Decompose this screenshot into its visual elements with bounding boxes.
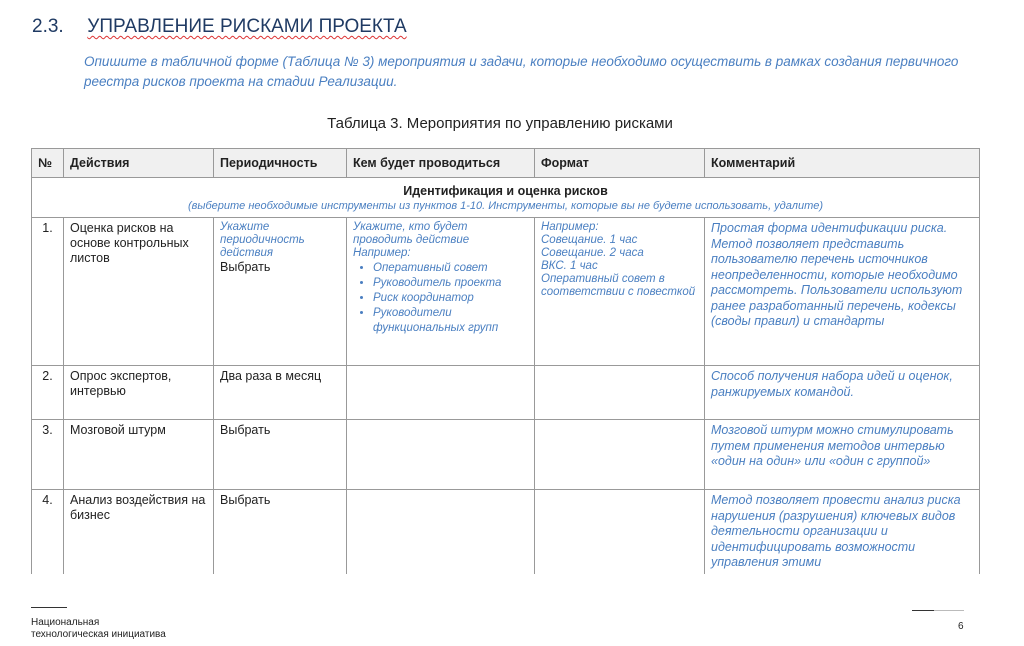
section-row-cell xyxy=(32,178,980,218)
footer-divider-right-light xyxy=(934,610,964,611)
section-title: УПРАВЛЕНИЕ РИСКАМИ ПРОЕКТА xyxy=(87,16,407,37)
footer-org xyxy=(31,617,166,641)
format-line: Например: xyxy=(541,221,599,233)
footer-org-line2: технологическая инициатива xyxy=(31,629,166,640)
row-format-cell[interactable] xyxy=(535,490,705,574)
row-who-example: Например: xyxy=(353,247,411,259)
list-item: • Риск координатор xyxy=(373,291,528,306)
footer-org-line1: Национальная xyxy=(31,617,100,628)
list-item: • Оперативный совет xyxy=(373,261,528,276)
table-row xyxy=(32,218,980,366)
instruction-text: Опишите в табличной форме (Таблица № 3) мероприятия и задачи, которые необходимо осуществить в рамках создания первичного реестра рисков проекта на стадии Реализации. xyxy=(84,54,959,89)
row-num: 1. xyxy=(32,218,64,366)
row-format-cell[interactable] xyxy=(535,420,705,490)
row-num: 4. xyxy=(32,490,64,574)
header-num: № xyxy=(32,149,64,178)
row-action[interactable]: Анализ воздействия на бизнес xyxy=(64,490,214,574)
header-actions: Действия xyxy=(64,149,214,178)
row-who-cell[interactable] xyxy=(347,420,535,490)
format-line: Оперативный совет в соответствии с повесткой xyxy=(541,273,696,298)
section-row xyxy=(32,178,980,218)
row-format-cell[interactable] xyxy=(535,366,705,420)
row-format-cell xyxy=(535,218,705,366)
format-line: Совещание. 2 часа xyxy=(541,247,644,259)
footer-divider xyxy=(31,607,67,608)
section-row-subtitle: (выберите необходимые инструменты из пунктов 1-10. Инструменты, которые вы не будете использовать, удалите) xyxy=(187,200,824,212)
row-period-hint: Укажите периодичность действия xyxy=(220,221,305,259)
list-item: • Руководители функциональных групп xyxy=(373,306,528,336)
risk-table xyxy=(31,148,980,574)
row-action[interactable]: Мозговой штурм xyxy=(64,420,214,490)
list-item: • Руководитель проекта xyxy=(373,276,528,291)
row-who-cell xyxy=(347,218,535,366)
section-row-title: Идентификация и оценка рисков xyxy=(403,184,608,198)
header-comment: Комментарий xyxy=(705,149,980,178)
format-line: ВКС. 1 час xyxy=(541,260,598,272)
row-num: 2. xyxy=(32,366,64,420)
page-number: 6 xyxy=(958,621,964,632)
row-who-hint: Укажите, кто будет проводить действие xyxy=(353,221,470,246)
row-period-select[interactable]: Выбрать xyxy=(214,490,347,574)
table-row xyxy=(32,490,980,574)
row-who-list xyxy=(353,261,528,336)
section-heading xyxy=(32,16,407,38)
row-period-select[interactable]: Два раза в месяц xyxy=(214,366,347,420)
row-comment[interactable]: Простая форма идентификации риска. Метод позволяет представить пользователю перечень источников неопределенности, которые необходимо рассмотреть. Пользователи используют ранее разработанный перечень, кодексы (своды правил) и стандарты xyxy=(705,218,980,366)
format-line: Совещание. 1 час xyxy=(541,234,638,246)
row-action[interactable]: Опрос экспертов, интервью xyxy=(64,366,214,420)
row-comment[interactable]: Метод позволяет провести анализ риска нарушения (разрушения) ключевых видов деятельности организации и идентифицировать возможности управления этими xyxy=(705,490,980,574)
table-header-row xyxy=(32,149,980,178)
row-who-cell[interactable] xyxy=(347,490,535,574)
row-comment[interactable]: Способ получения набора идей и оценок, ранжируемых командой. xyxy=(705,366,980,420)
table-row xyxy=(32,420,980,490)
section-number: 2.3. xyxy=(32,16,64,37)
header-who: Кем будет проводиться xyxy=(347,149,535,178)
row-period-cell xyxy=(214,218,347,366)
table-row xyxy=(32,366,980,420)
row-period-select[interactable]: Выбрать xyxy=(220,260,271,274)
row-period-select[interactable]: Выбрать xyxy=(214,420,347,490)
row-num: 3. xyxy=(32,420,64,490)
row-action[interactable]: Оценка рисков на основе контрольных листов xyxy=(64,218,214,366)
header-format: Формат xyxy=(535,149,705,178)
row-comment[interactable]: Мозговой штурм можно стимулировать путем применения методов интервью «один на один» или «один с группой» xyxy=(705,420,980,490)
row-who-cell[interactable] xyxy=(347,366,535,420)
header-period: Периодичность xyxy=(214,149,347,178)
table-caption: Таблица 3. Мероприятия по управлению рисками xyxy=(327,115,673,132)
footer-divider-right xyxy=(912,610,934,611)
